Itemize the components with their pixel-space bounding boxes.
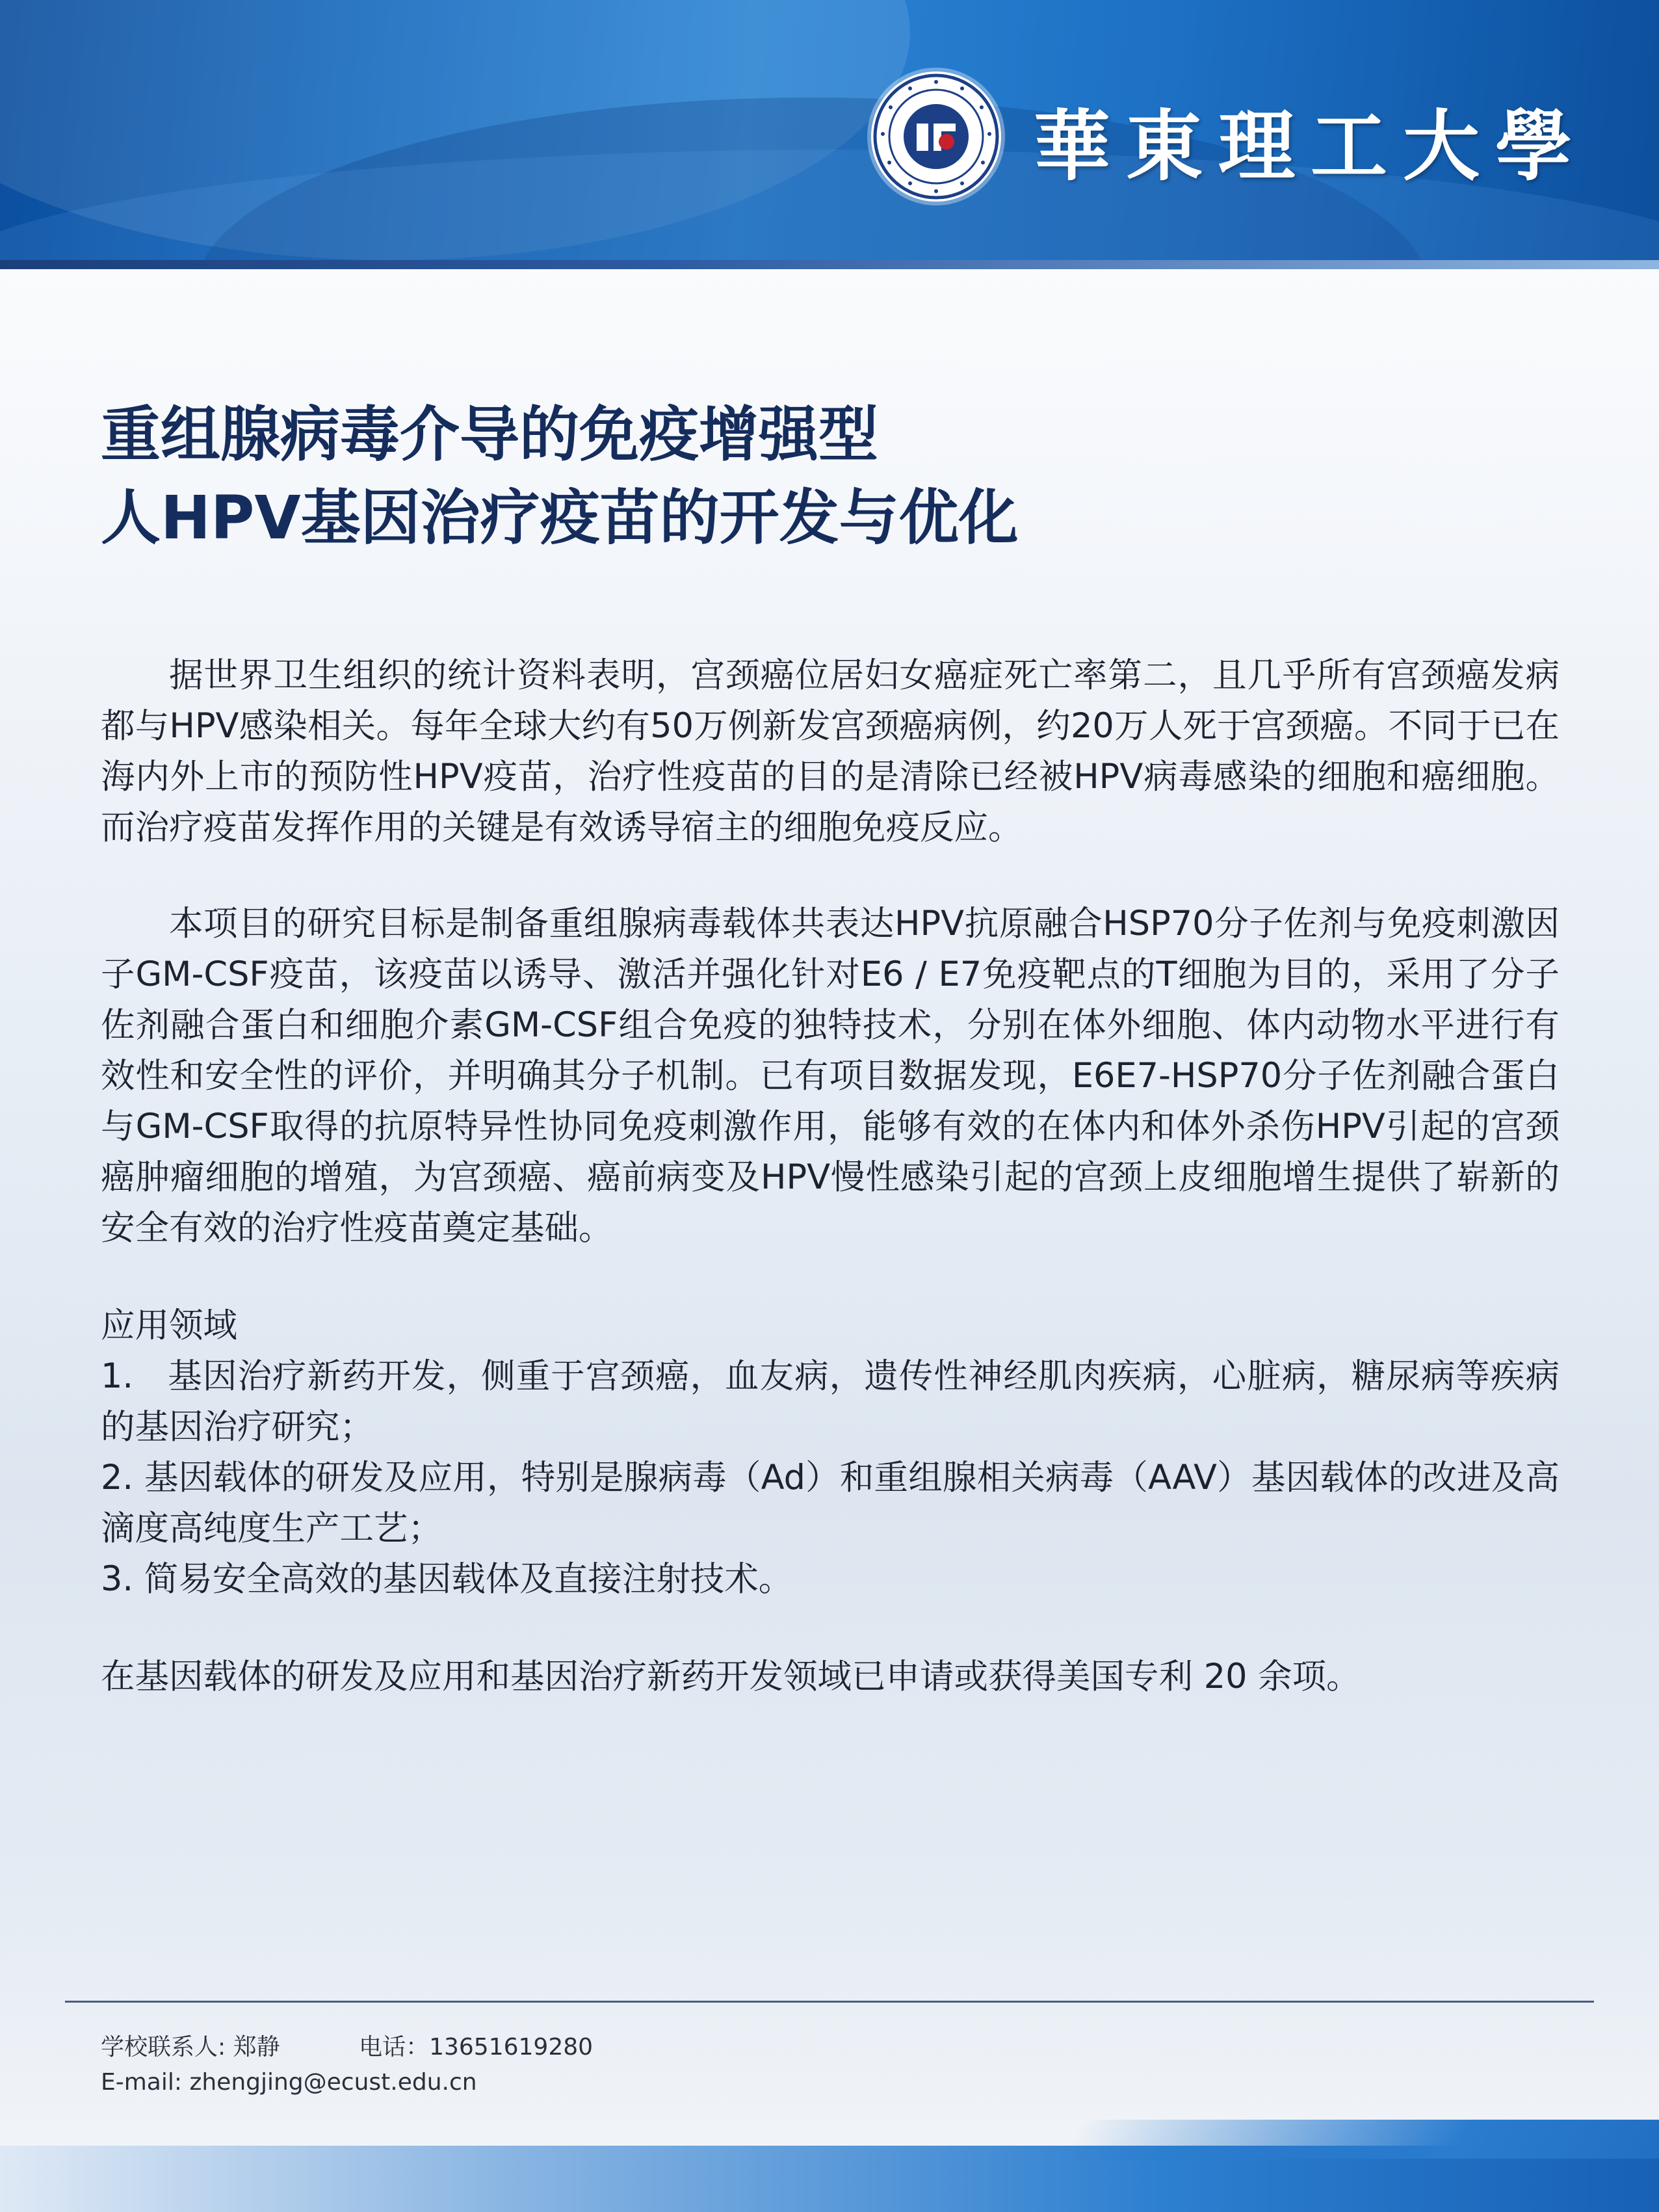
university-name-logo: 華東理工大學 <box>1034 101 1588 191</box>
footer-band <box>0 2146 1659 2212</box>
title-line-2: 人HPV基因治疗疫苗的开发与优化 <box>101 483 1019 553</box>
title-line-1: 重组腺病毒介导的免疫增强型 <box>101 400 879 469</box>
applications-heading: 应用领域 <box>101 1306 238 1345</box>
email-label: E-mail: <box>101 2069 182 2096</box>
phone-number[interactable]: 13651619280 <box>429 2034 594 2061</box>
university-seal-logo <box>871 72 1001 202</box>
list-item: 1. 基因治疗新药开发，侧重于宫颈癌，血友病，遗传性神经肌肉疾病，心脏病，糖尿病等疾病的基因治疗研究； <box>101 1356 1560 1447</box>
contact-line-2 <box>101 2065 593 2100</box>
header-divider <box>0 260 1659 269</box>
contact-person-label: 学校联系人: <box>101 2034 226 2061</box>
article-body <box>101 650 1560 1702</box>
phone-block <box>359 2030 593 2065</box>
seal-icon <box>871 72 1001 202</box>
email-link[interactable]: zhengjing@ecust.edu.cn <box>189 2069 477 2096</box>
phone-label: 电话： <box>359 2034 430 2061</box>
footer-stripe <box>1062 2120 1659 2159</box>
intro-paragraph: 据世界卫生组织的统计资料表明，宫颈癌位居妇女癌症死亡率第二，且几乎所有宫颈癌发病都与HPV感染相关。每年全球大约有50万例新发宫颈癌病例，约20万人死于宫颈癌。不同于已在海内外上市的预防性HPV疫苗，治疗性疫苗的目的是清除已经被HPV病毒感染的细胞和癌细胞。而治疗疫苗发挥作用的关键是有效诱导宿主的细胞免疫反应。 <box>101 655 1560 847</box>
list-item: 2. 基因载体的研发及应用，特别是腺病毒（Ad）和重组腺相关病毒（AAV）基因载体的改进及高滴度高纯度生产工艺； <box>101 1458 1560 1548</box>
applications-list <box>101 1351 1560 1605</box>
contact-info <box>101 2030 593 2100</box>
footer-divider <box>65 2001 1594 2003</box>
contact-person-name: 郑静 <box>233 2034 280 2061</box>
patents-statement: 在基因载体的研发及应用和基因治疗新药开发领域已申请或获得美国专利 20 余项。 <box>101 1657 1361 1696</box>
list-item: 3. 简易安全高效的基因载体及直接注射技术。 <box>101 1559 793 1599</box>
contact-line-1 <box>101 2030 593 2065</box>
header-banner <box>0 0 1659 260</box>
page-title <box>101 393 1563 560</box>
project-paragraph: 本项目的研究目标是制备重组腺病毒载体共表达HPV抗原融合HSP70分子佐剂与免疫刺激因子GM-CSF疫苗，该疫苗以诱导、激活并强化针对E6 / E7免疫靶点的T细胞为目的，采用了分子佐剂融合蛋白和细胞介素GM-CSF组合免疫的独特技术，分别在体外细胞、体内动物水平进行有效性和安全性的评价，并明确其分子机制。已有项目数据发现，E6E7-HSP70分子佐剂融合蛋白与GM-CSF取得的抗原特异性协同免疫刺激作用，能够有效的在体内和体外杀伤HPV引起的宫颈癌肿瘤细胞的增殖，为宫颈癌、癌前病变及HPV慢性感染引起的宫颈上皮细胞增生提供了崭新的安全有效的治疗性疫苗奠定基础。 <box>101 904 1560 1248</box>
